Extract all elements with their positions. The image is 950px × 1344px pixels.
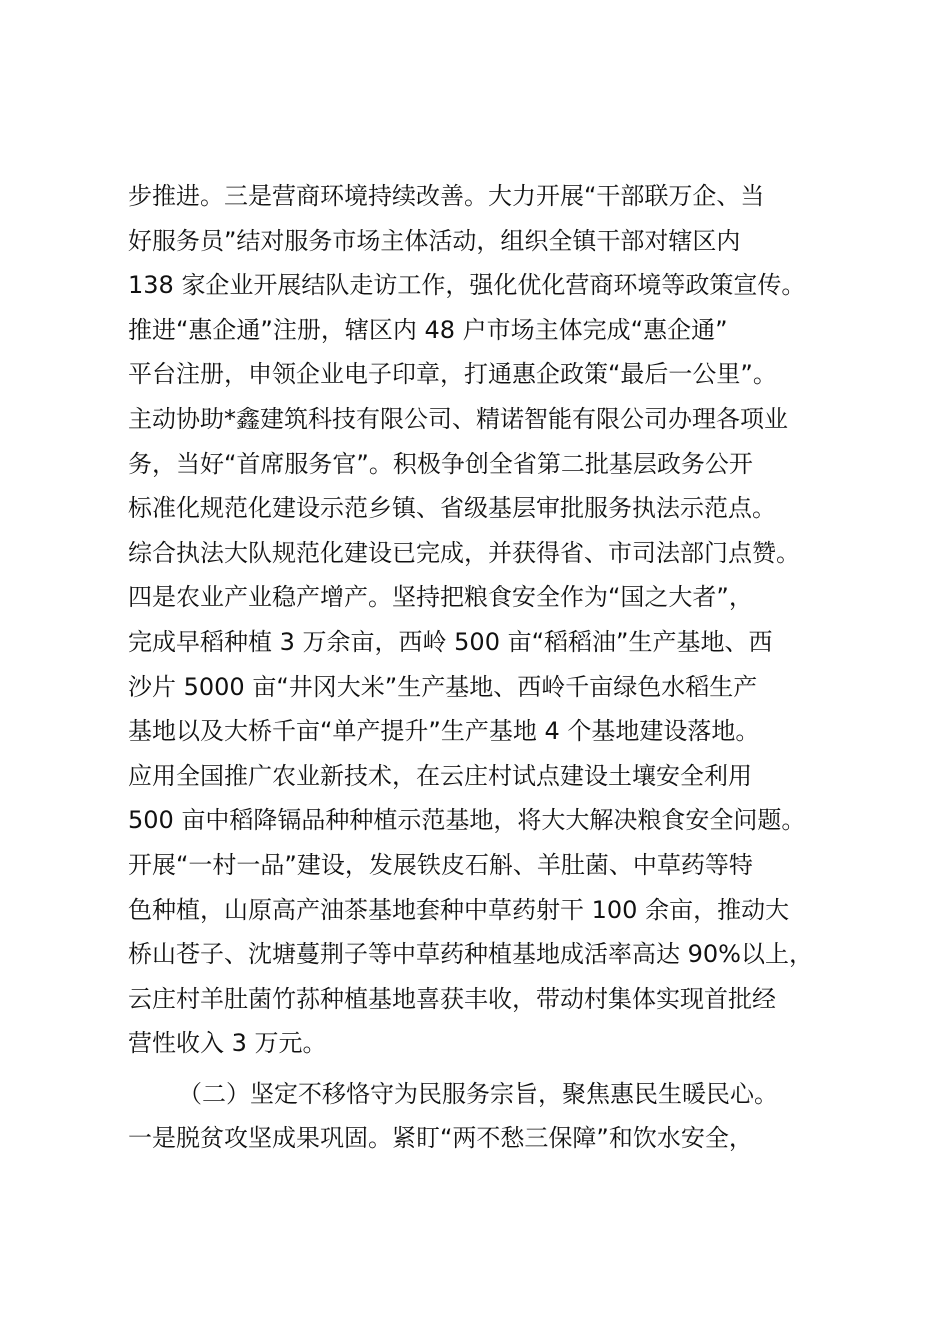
text-line: 沙片 5000 亩“井冈大米”生产基地、西岭千亩绿色水稻生产 (128, 672, 758, 701)
text-line: 500 亩中稻降镉品种种植示范基地，将大大解决粮食安全问题。 (128, 806, 806, 835)
text-line: 主动协助*鑫建筑科技有限公司、精诺智能有限公司办理各项业 (128, 404, 788, 433)
text-line: 应用全国推广农业新技术，在云庄村试点建设土壤安全利用 (128, 761, 752, 790)
text-line: 务，当好“首席服务官”。积极争创全省第二批基层政务公开 (128, 449, 753, 478)
text-line: 标准化规范化建设示范乡镇、省级基层审批服务执法示范点。 (128, 494, 776, 523)
paragraph-2 (128, 1072, 853, 1161)
text-line: 138 家企业开展结队走访工作，强化优化营商环境等政策宣传。 (128, 271, 806, 300)
text-line: 步推进。三是营商环境持续改善。大力开展“干部联万企、当 (128, 182, 765, 210)
text-line: 营性收入 3 万元。 (128, 1029, 327, 1058)
text-line: 一是脱贫攻坚成果巩固。紧盯“两不愁三保障”和饮水安全， (128, 1124, 753, 1153)
section-heading: （二）坚定不移恪守为民服务宗旨，聚焦惠民生暖民心。 (178, 1079, 778, 1108)
text-line: 完成早稻种植 3 万余亩，西岭 500 亩“稻稻油”生产基地、西 (128, 627, 773, 656)
paragraph-1 (128, 174, 853, 1066)
text-line: 综合执法大队规范化建设已完成，并获得省、市司法部门点赞。 (128, 538, 800, 567)
text-line: 桥山苍子、沈塘蔓荆子等中草药种植基地成活率高达 90%以上， (128, 940, 813, 969)
body-text (128, 174, 853, 1161)
text-line: 基地以及大桥千亩“单产提升”生产基地 4 个基地建设落地。 (128, 717, 760, 746)
text-line: 好服务员”结对服务市场主体活动，组织全镇干部对辖区内 (128, 226, 741, 255)
text-line: 云庄村羊肚菌竹荪种植基地喜获丰收，带动村集体实现首批经 (128, 984, 776, 1013)
text-line: 四是农业产业稳产增产。坚持把粮食安全作为“国之大者”， (128, 583, 753, 612)
text-line: 开展“一村一品”建设，发展铁皮石斛、羊肚菌、中草药等特 (128, 850, 753, 879)
text-line: 推进“惠企通”注册，辖区内 48 户市场主体完成“惠企通” (128, 315, 728, 344)
text-line: 色种植，山原高产油茶基地套种中草药射干 100 余亩，推动大 (128, 895, 790, 924)
text-line: 平台注册，申领企业电子印章，打通惠企政策“最后一公里”。 (128, 360, 777, 389)
